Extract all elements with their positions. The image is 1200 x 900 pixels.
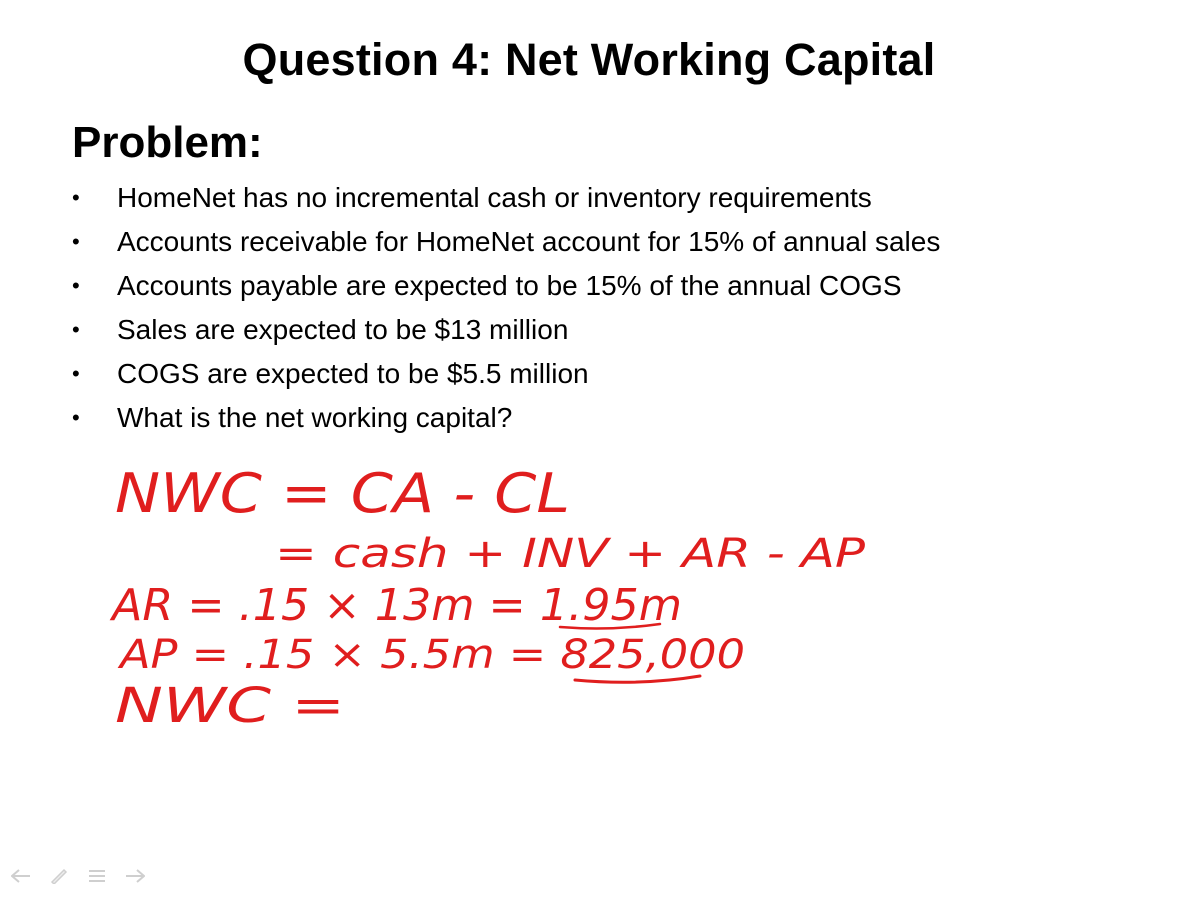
bullet-text: HomeNet has no incremental cash or inventory requirements xyxy=(117,182,872,213)
handwritten-line-ap-calc: AP = .15 × 5.5m = 825,000 xyxy=(116,632,746,678)
forward-arrow-icon[interactable] xyxy=(124,868,146,884)
handwritten-line-components: = cash + INV + AR - AP xyxy=(275,531,867,577)
bullet-marker: • xyxy=(72,361,80,386)
back-arrow-icon[interactable] xyxy=(10,868,32,884)
handwritten-line-ar-calc: AR = .15 × 13m = 1.95m xyxy=(108,580,682,631)
problem-heading: Problem: xyxy=(72,118,263,167)
handwritten-line-nwc-definition: NWC = CA - CL xyxy=(115,462,570,525)
bullet-text: Accounts payable are expected to be 15% of the annual COGS xyxy=(117,270,902,301)
page-title: Question 4: Net Working Capital xyxy=(242,34,936,85)
bullet-marker: • xyxy=(72,273,80,298)
slide-controls xyxy=(10,866,146,886)
bullet-marker: • xyxy=(72,317,80,342)
bullet-marker: • xyxy=(72,185,80,210)
handwritten-line-nwc-result: NWC = xyxy=(115,678,345,734)
pen-icon[interactable] xyxy=(48,868,70,884)
menu-icon[interactable] xyxy=(86,868,108,884)
bullet-text: Sales are expected to be $13 million xyxy=(117,314,569,345)
bullet-marker: • xyxy=(72,405,80,430)
bullet-text: Accounts receivable for HomeNet account for 15% of annual sales xyxy=(117,226,941,257)
bullet-marker: • xyxy=(72,229,80,254)
bullet-text: What is the net working capital? xyxy=(117,402,513,433)
bullet-text: COGS are expected to be $5.5 million xyxy=(117,358,589,389)
